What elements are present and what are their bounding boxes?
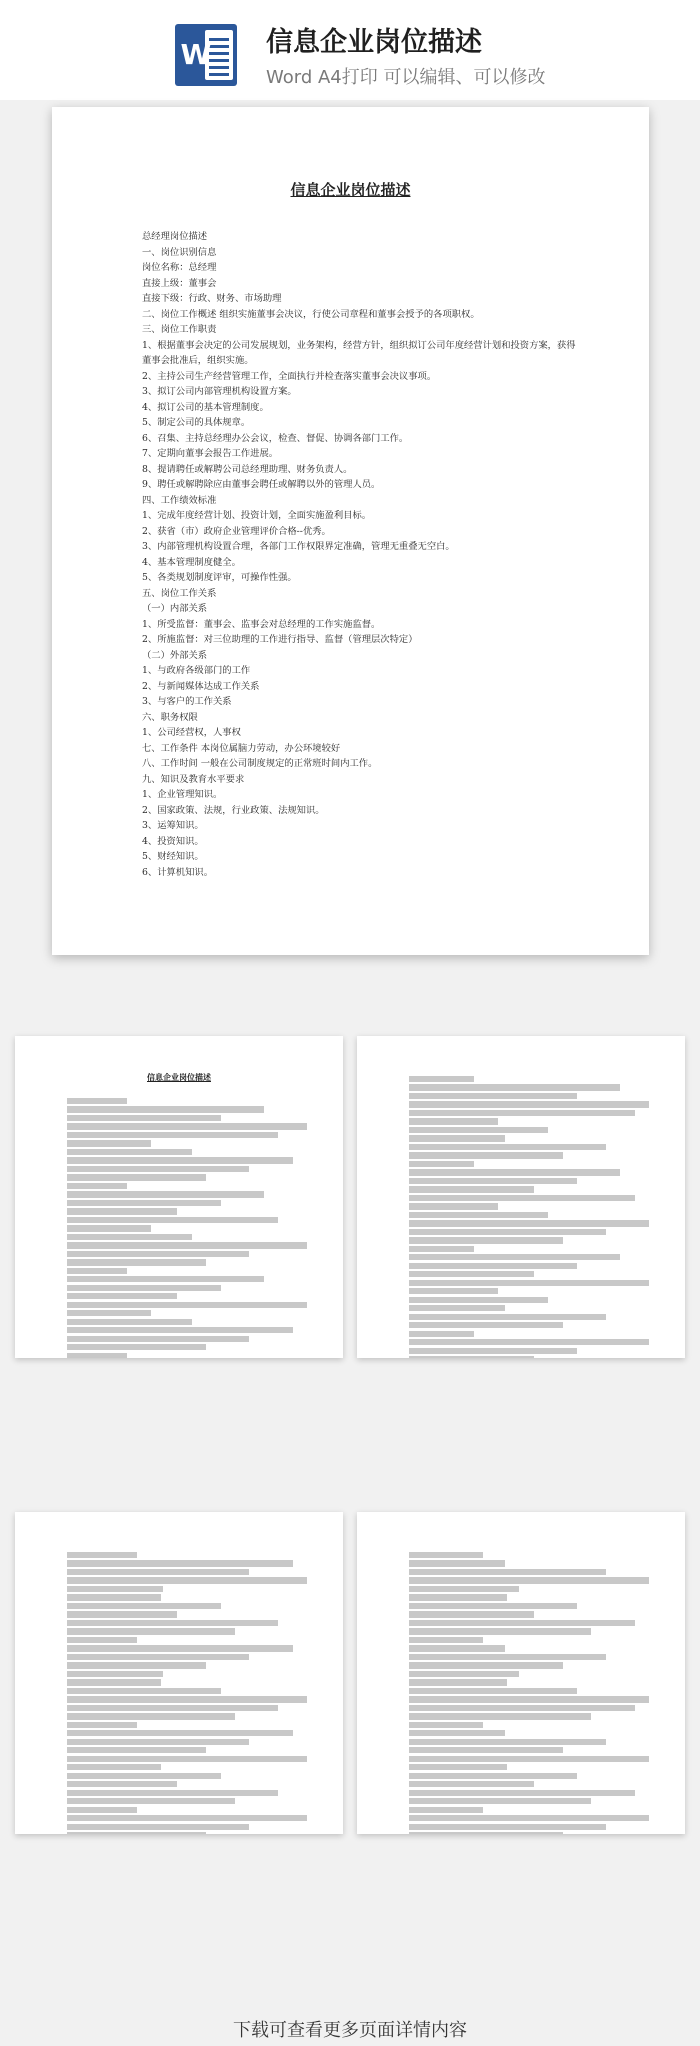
header-subtitle: Word A4打印 可以编辑、可以修改 [266,67,546,88]
thumbnail-line [67,1183,127,1189]
thumbnail-line [67,1302,307,1308]
thumbnail-line [67,1705,278,1711]
thumbnail-line [67,1645,293,1651]
document-line: 8、提请聘任或解聘公司总经理助理、财务负责人。 [142,463,353,475]
thumbnail-line [409,1084,620,1090]
thumbnail-line [67,1276,264,1282]
document-line: 2、国家政策、法规，行业政策、法规知识。 [142,804,325,816]
footer-download-hint[interactable]: 下载可查看更多页面详情内容 [233,2020,467,2041]
thumbnail-line [409,1348,577,1354]
thumbnail-line [409,1288,498,1294]
thumbnail-line [67,1157,293,1163]
thumbnail-line [67,1191,264,1197]
thumbnail-line [409,1110,635,1116]
thumbnail-line [67,1696,307,1702]
thumbnail-line [409,1637,483,1643]
document-line: 4、拟订公司的基本管理制度。 [142,401,269,413]
thumbnail-line [67,1577,307,1583]
thumbnail-line [67,1688,221,1694]
thumbnail-line [67,1208,177,1214]
thumbnail-line [409,1220,649,1226]
document-line: 岗位名称：总经理 [142,262,217,273]
thumbnail-line [67,1140,151,1146]
thumbnail-line [409,1203,498,1209]
thumbnail-line [409,1356,534,1358]
thumbnail-line [409,1781,534,1787]
document-line: 1、所受监督：董事会、监事会对总经理的工作实施监督。 [142,618,381,630]
document-line: 1、完成年度经营计划、投资计划，全面实施盈利目标。 [142,510,372,521]
thumbnail-line [409,1654,606,1660]
thumbnail-line [409,1186,534,1192]
document-line: 3、拟订公司内部管理机构设置方案。 [142,386,297,397]
document-line: 1、根据董事会决定的公司发展规划，业务架构，经营方针，组织拟订公司年度经营计划和投资方案，获得 [142,339,576,351]
document-line: 6、召集、主持总经理办公会议，检查、督促、协调各部门工作。 [142,432,409,444]
thumbnail-line [67,1756,307,1762]
thumbnail-line [67,1319,192,1325]
thumbnail-line [67,1730,293,1736]
thumbnail-line [67,1310,151,1316]
thumbnail-line [67,1611,177,1617]
thumbnail-line [67,1353,127,1358]
document-line: 直接下级：行政、财务、市场助理 [142,293,282,304]
thumbnail-line [67,1234,192,1240]
thumbnail-line [67,1637,137,1643]
document-body [142,229,602,880]
thumbnail-line [67,1166,249,1172]
thumbnail-line [409,1161,474,1167]
thumbnail-line [409,1314,606,1320]
thumbnail-line [67,1671,163,1677]
thumbnail-line [67,1594,161,1600]
thumbnail-line [409,1798,591,1804]
thumbnail-line [67,1747,206,1753]
thumbnail-line [67,1242,307,1248]
thumbnail-line [409,1764,507,1770]
thumbnail-line [409,1662,563,1668]
thumbnail-line [409,1671,519,1677]
document-line: 2、获省（市）政府企业管理评价合格--优秀。 [142,525,331,537]
document-line: 直接上级：董事会 [142,277,217,289]
thumbnail-line [67,1132,278,1138]
thumbnail-line [67,1781,177,1787]
thumbnail-line [409,1135,505,1141]
document-line: 五、岗位工作关系 [142,587,217,599]
thumbnail-line [409,1688,577,1694]
thumbnail-line [409,1322,563,1328]
thumbnail-line [409,1144,606,1150]
document-line: 7、定期向董事会报告工作进展。 [142,448,279,459]
thumbnail-line [67,1798,235,1804]
thumbnail-line [409,1101,649,1107]
document-preview-page [52,107,649,955]
thumbnail-line [67,1285,221,1291]
thumbnail-line [409,1118,498,1124]
thumbnail-line [409,1832,563,1834]
document-line: 董事会批准后，组织实施。 [142,355,254,366]
document-line: 5、各类规划制度评审，可操作性强。 [142,572,297,583]
document-line: 1、与政府各级部门的工作 [142,665,251,676]
word-document-icon [175,24,237,86]
document-title: 信息企业岗位描述 [290,181,411,199]
thumbnail-text-lines [67,1552,307,1834]
document-line: 1、公司经营权，人事权 [142,727,241,738]
thumbnail-line [409,1263,577,1269]
thumbnail-line [67,1773,221,1779]
thumbnail-line [67,1115,221,1121]
thumbnail-line [67,1552,137,1558]
page-thumbnail-3[interactable] [15,1512,343,1834]
thumbnail-line [67,1336,249,1342]
thumbnail-line [67,1790,278,1796]
thumbnail-line [67,1251,249,1257]
thumbnail-line [409,1178,577,1184]
thumbnail-line [67,1106,264,1112]
thumbnail-line [409,1645,505,1651]
thumbnail-line [409,1339,649,1345]
thumbnail-line [67,1603,221,1609]
thumbnail-line [409,1824,606,1830]
thumbnail-line [409,1747,563,1753]
document-line: 9、聘任或解聘除应由董事会聘任或解聘以外的管理人员。 [142,479,381,490]
thumbnail-line [67,1824,249,1830]
thumbnail-line [409,1756,649,1762]
thumbnail-line [409,1212,548,1218]
thumbnail-line [409,1271,534,1277]
thumbnail-line [409,1229,606,1235]
thumbnail-line [409,1297,548,1303]
thumbnail-line [409,1696,649,1702]
thumbnail-line [67,1149,192,1155]
thumbnail-line [67,1713,235,1719]
thumbnail-text-lines [409,1076,649,1358]
thumbnail-line [67,1200,221,1206]
document-line: 2、主持公司生产经营管理工作，全面执行并检查落实董事会决议事项。 [142,370,437,382]
thumbnail-line [409,1237,563,1243]
page-thumbnail-2[interactable] [357,1036,685,1358]
thumbnail-line [409,1152,563,1158]
thumbnail-line [67,1569,249,1575]
thumbnail-line [67,1293,177,1299]
thumbnail-line [67,1764,161,1770]
thumbnail-line [409,1552,483,1558]
document-line: 八、工作时间 一般在公司制度规定的正常班时间内工作。 [142,758,378,769]
document-line: 一、岗位识别信息 [142,246,217,258]
document-line: 六、职务权限 [142,711,198,723]
header-banner [0,0,700,100]
thumbnail-line [409,1594,507,1600]
document-line: 3、运筹知识。 [142,820,204,831]
thumbnail-line [409,1790,635,1796]
document-line: 4、投资知识。 [142,835,204,847]
thumbnail-line [409,1169,620,1175]
thumbnail-line [409,1305,505,1311]
thumbnail-line [67,1739,249,1745]
thumbnail-line [409,1739,606,1745]
thumbnail-line [409,1076,474,1082]
document-line: 三、岗位工作职责 [142,324,217,335]
thumbnail-line [67,1807,137,1813]
thumbnail-line [409,1815,649,1821]
thumbnail-line [409,1093,577,1099]
thumbnail-line [67,1217,278,1223]
thumbnail-line [67,1662,206,1668]
thumbnail-line [67,1560,293,1566]
document-line: （一）内部关系 [142,603,208,614]
thumbnail-line [67,1620,278,1626]
document-line: （二）外部关系 [142,649,208,661]
thumbnail-title: 信息企业岗位描述 [147,1072,211,1082]
document-line: 3、内部管理机构设置合理，各部门工作权限界定准确，管理无重叠无空白。 [142,541,455,552]
document-line: 4、基本管理制度健全。 [142,556,241,568]
thumbnail-line [409,1628,591,1634]
word-icon-letter: W [180,38,212,71]
thumbnail-line [409,1569,606,1575]
document-line: 四、工作绩效标准 [142,494,217,506]
thumbnail-text-lines [67,1098,307,1358]
thumbnail-line [67,1832,206,1834]
thumbnail-line [67,1344,206,1350]
thumbnail-line [409,1586,519,1592]
thumbnail-line [409,1280,649,1286]
thumbnail-line [409,1722,483,1728]
thumbnail-line [409,1705,635,1711]
thumbnail-line [409,1730,505,1736]
document-line: 二、岗位工作概述 组织实施董事会决议，行使公司章程和董事会授予的各项职权。 [142,308,480,320]
thumbnail-line [409,1577,649,1583]
document-line: 5、制定公司的具体规章。 [142,417,251,428]
thumbnail-line [409,1679,507,1685]
thumbnail-line [409,1195,635,1201]
thumbnail-line [67,1098,127,1104]
document-line: 6、计算机知识。 [142,866,213,878]
document-line: 2、所施监督：对三位助理的工作进行指导、监督（管理层次特定） [142,634,418,645]
thumbnail-line [67,1327,293,1333]
thumbnail-line [67,1123,307,1129]
thumbnail-line [67,1815,307,1821]
thumbnail-line [409,1620,635,1626]
thumbnail-line [409,1127,548,1133]
document-line: 九、知识及教育水平要求 [142,773,245,785]
thumbnail-line [409,1773,577,1779]
thumbnail-line [409,1713,591,1719]
page-thumbnail-1[interactable] [15,1036,343,1358]
thumbnail-line [67,1722,137,1728]
thumbnail-text-lines [409,1552,649,1834]
document-line: 2、与新闻媒体达成工作关系 [142,680,260,692]
thumbnail-line [67,1654,249,1660]
document-line: 1、企业管理知识。 [142,789,223,800]
thumbnail-line [67,1268,127,1274]
document-line: 总经理岗位描述 [142,231,208,242]
header-title: 信息企业岗位描述 [266,27,482,58]
thumbnail-line [67,1679,161,1685]
thumbnail-line [409,1246,474,1252]
thumbnail-line [409,1331,474,1337]
thumbnail-line [409,1611,534,1617]
thumbnail-line [409,1807,483,1813]
document-line: 5、财经知识。 [142,851,204,862]
page-thumbnail-4[interactable] [357,1512,685,1834]
thumbnail-line [409,1254,620,1260]
thumbnail-line [67,1225,151,1231]
thumbnail-line [67,1259,206,1265]
thumbnail-line [409,1560,505,1566]
document-line: 3、与客户的工作关系 [142,696,232,707]
thumbnail-line [67,1174,206,1180]
thumbnail-line [409,1603,577,1609]
document-line: 七、工作条件 本岗位属脑力劳动，办公环境较好 [142,742,341,754]
thumbnail-line [67,1586,163,1592]
thumbnail-line [67,1628,235,1634]
